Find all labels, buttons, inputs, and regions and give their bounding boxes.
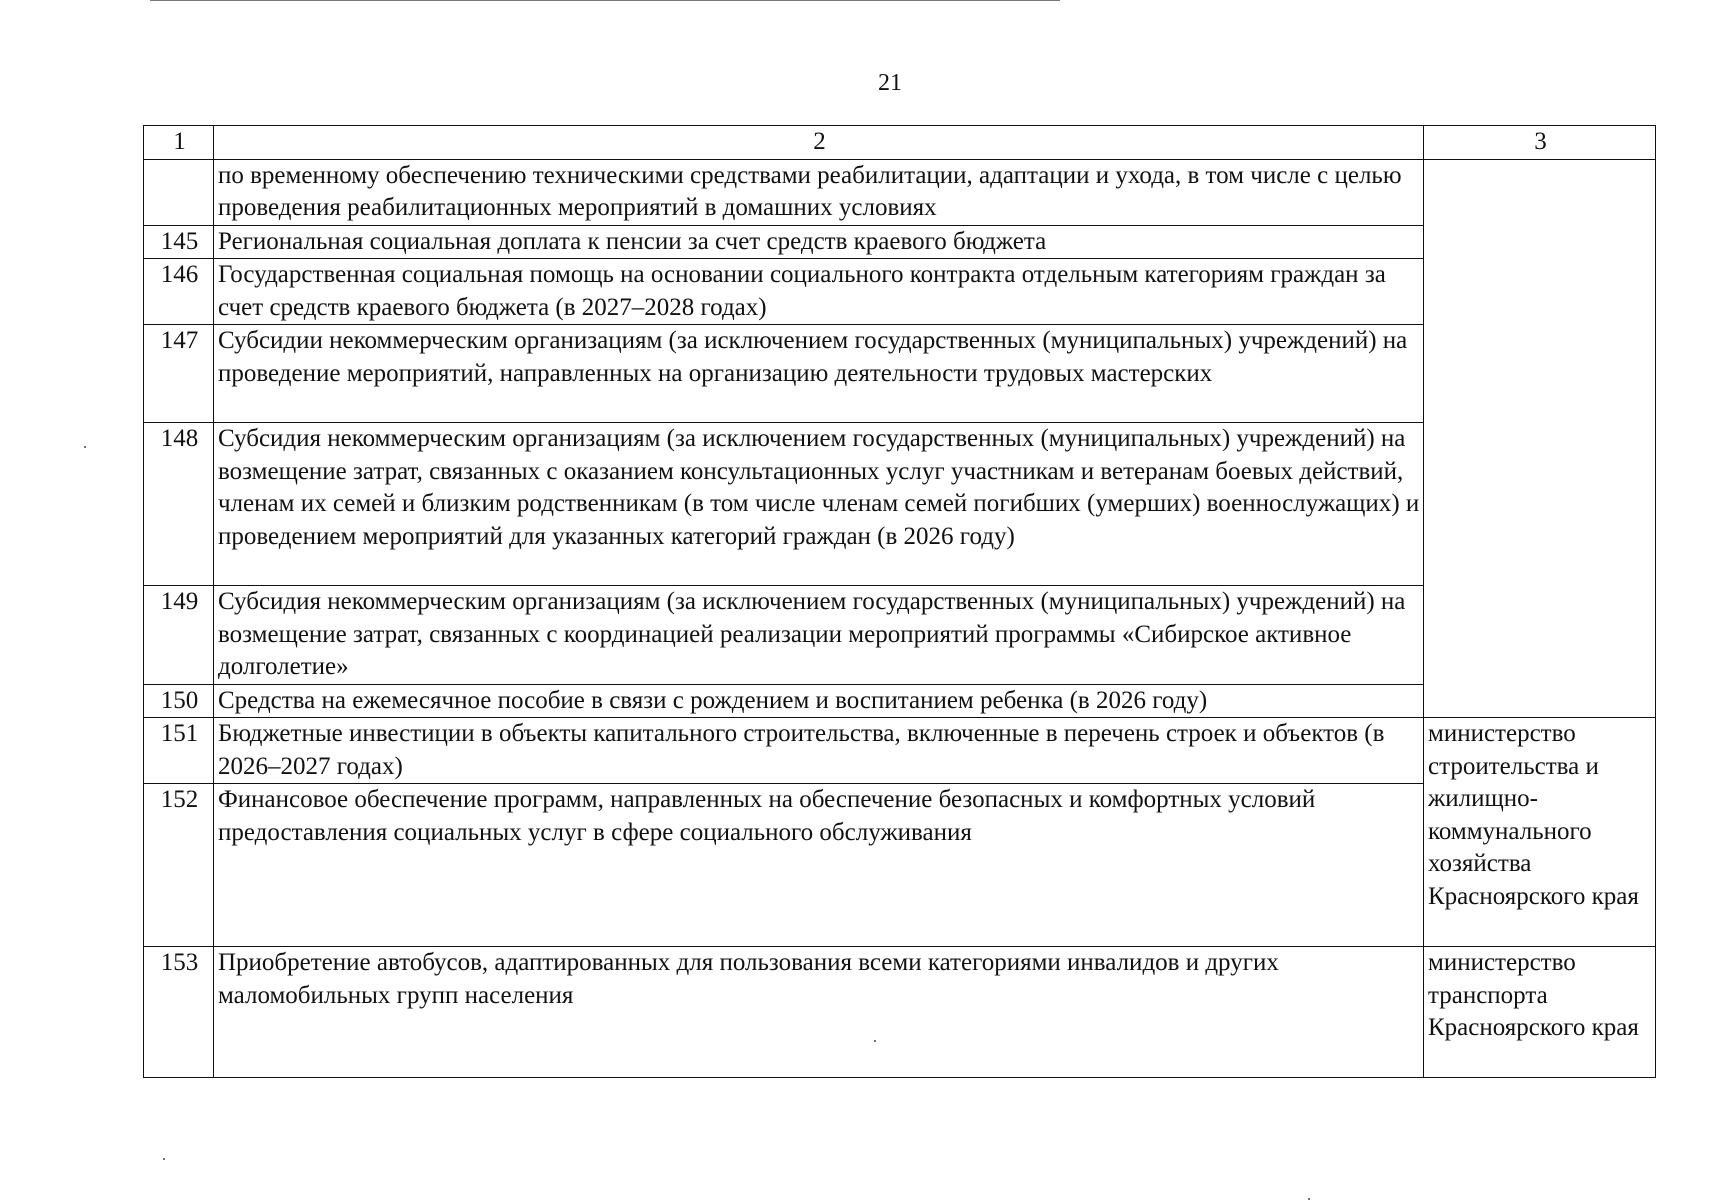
row-text: Субсидии некоммерческим организациям (за исключением государственных (муниципальных) учреждений) на проведение мероприятий, направленных на организацию деятельности трудовых мастерских	[214, 325, 1424, 423]
responsible-empty-cell	[1424, 159, 1656, 718]
table-row	[144, 718, 1656, 784]
row-number-empty	[144, 159, 214, 225]
row-number: 149	[144, 586, 214, 685]
row-number: 151	[144, 718, 214, 784]
row-text-continued: по временному обеспечению техническими средствами реабилитации, адаптации и ухода, в том числе с целью проведения реабилитационных мероприятий в домашних условиях	[214, 159, 1424, 225]
row-number: 150	[144, 684, 214, 718]
row-text: Бюджетные инвестиции в объекты капитального строительства, включенные в перечень строек и объектов (в 2026–2027 годах)	[214, 718, 1424, 784]
table-row-continued	[144, 159, 1656, 225]
row-number: 146	[144, 259, 214, 325]
responsible-ministry-transport: министерство транспорта Красноярского края	[1424, 947, 1656, 1078]
row-text: Средства на ежемесячное пособие в связи с рождением и воспитанием ребенка (в 2026 году)	[214, 684, 1424, 718]
row-text: Субсидия некоммерческим организациям (за исключением государственных (муниципальных) учреждений) на возмещение затрат, связанных с координацией реализации мероприятий программы «Сибирское активное долголетие»	[214, 586, 1424, 685]
scan-speck	[163, 1158, 165, 1160]
page-number: 21	[878, 70, 902, 96]
row-text: Региональная социальная доплата к пенсии за счет средств краевого бюджета	[214, 225, 1424, 259]
row-text: Государственная социальная помощь на основании социального контракта отдельным категориям граждан за счет средств краевого бюджета (в 2027–2028 годах)	[214, 259, 1424, 325]
row-number: 147	[144, 325, 214, 423]
row-text: Финансовое обеспечение программ, направленных на обеспечение безопасных и комфортных условий предоставления социальных услуг в сфере социального обслуживания	[214, 784, 1424, 947]
header-cell-3: 3	[1424, 126, 1656, 160]
row-text: Приобретение автобусов, адаптированных для пользования всеми категориями инвалидов и других маломобильных групп населения	[214, 947, 1424, 1078]
row-number: 148	[144, 423, 214, 586]
header-cell-1: 1	[144, 126, 214, 160]
scan-speck	[84, 446, 86, 448]
row-number: 153	[144, 947, 214, 1078]
scan-top-line	[150, 0, 1060, 1]
budget-table	[143, 125, 1656, 1078]
scan-speck	[874, 1040, 876, 1042]
responsible-ministry-construction: министерство строительства и жилищно-коммунального хозяйства Красноярского края	[1424, 718, 1656, 947]
row-number: 145	[144, 225, 214, 259]
row-number: 152	[144, 784, 214, 947]
row-text: Субсидия некоммерческим организациям (за исключением государственных (муниципальных) учреждений) на возмещение затрат, связанных с оказанием консультационных услуг участникам и ветеранам боевых действий, членам их семей и близким родственникам (в том числе членам семей погибших (умерших) военнослужащих) и проведением мероприятий для указанных категорий граждан (в 2026 году)	[214, 423, 1424, 586]
table-row	[144, 947, 1656, 1078]
table-header-row	[144, 126, 1656, 160]
header-cell-2: 2	[214, 126, 1424, 160]
